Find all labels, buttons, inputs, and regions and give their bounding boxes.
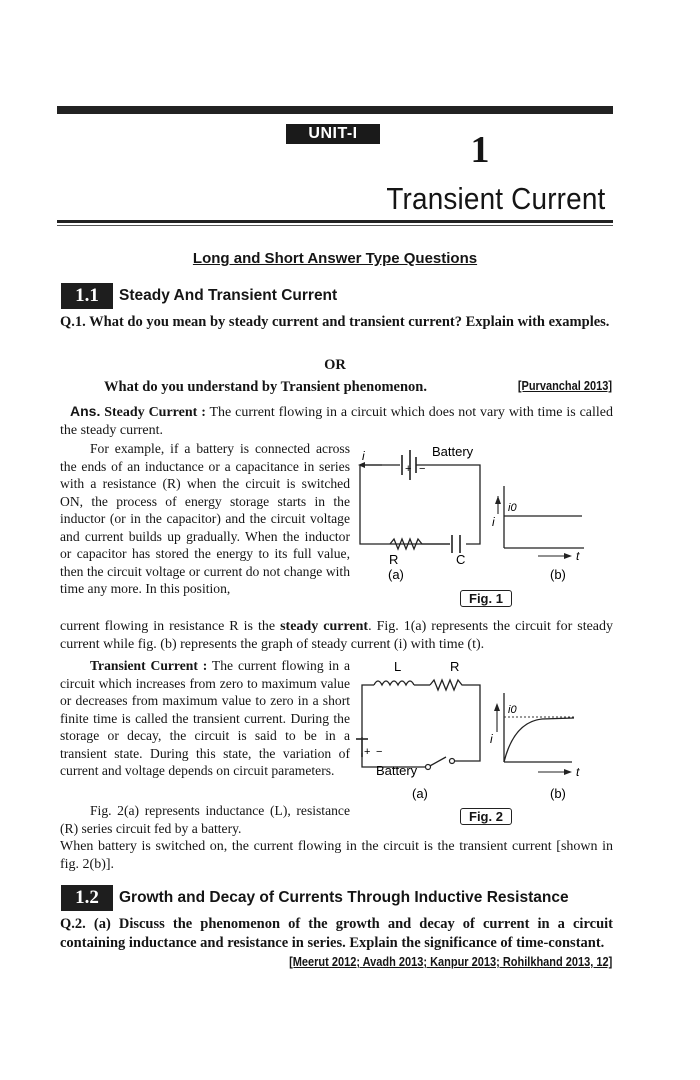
header-rule-thin xyxy=(57,225,613,226)
header-rule xyxy=(57,220,613,223)
section-number-box-2: 1.2 xyxy=(61,885,113,911)
fig1-graph-i: i xyxy=(492,515,495,529)
fig1-c-label: C xyxy=(456,552,466,567)
figure-2 xyxy=(352,657,617,807)
or-label: OR xyxy=(324,357,346,373)
steady-label: Steady Current : xyxy=(104,405,206,420)
section-title-2: Growth and Decay of Currents Through Inductive Resistance xyxy=(119,889,569,906)
steady-definition: The current flowing in a circuit which does not vary with time is called the steady current. xyxy=(60,405,614,438)
fig2-description: Fig. 2(a) represents inductance (L), resistance (R) series circuit fed by a battery. xyxy=(60,803,350,836)
fig2-plus: + xyxy=(364,746,371,758)
fig1-b-label: (b) xyxy=(550,567,566,582)
steady-continuation xyxy=(60,618,613,653)
transient-label: Transient Current : xyxy=(90,658,208,673)
chapter-title: Transient Current xyxy=(385,181,605,216)
fig2-battery-label: Battery xyxy=(376,763,418,778)
steady-cont-bold: steady current xyxy=(280,619,369,634)
transient-paragraph xyxy=(60,657,350,780)
fig1-i0: i0 xyxy=(508,502,517,514)
figure-1 xyxy=(352,438,617,613)
fig1-battery-label: Battery xyxy=(432,444,474,459)
citation-1: [Purvanchal 2013] xyxy=(517,379,612,393)
question-2: Q.2. (a) Discuss the phenomenon of the growth and decay of current in a circuit containing inductance and resistance in series. Explain the significance of time-constant. xyxy=(60,916,613,951)
fig2-r-label: R xyxy=(450,659,460,674)
question-1: Q.1. What do you mean by steady current and transient current? Explain with examples. xyxy=(60,314,610,330)
questions-heading: Long and Short Answer Type Questions xyxy=(192,250,478,267)
example-paragraph: For example, if a battery is connected across the ends of an inductance or a capacitance in series with a resistance (R) when the circuit is switched ON, the process of energy storage starts in the inductor (or in the capacitor) and the circuit voltage and current builds up gradually. When the inductor or capacitor has stored the energy to its full value, then the circuit voltage or current do not change with time any more. In this position, xyxy=(60,441,350,596)
answer-prefix: Ans. xyxy=(70,403,101,419)
citation-2: [Meerut 2012; Avadh 2013; Kanpur 2013; Rohilkhand 2013, 12] xyxy=(288,955,612,969)
fig1-r-label: R xyxy=(389,552,399,567)
fig-2-label: Fig. 2 xyxy=(460,808,512,825)
fig2-t: t xyxy=(576,765,580,779)
section-title: Steady And Transient Current xyxy=(119,287,338,304)
fig1-minus: − xyxy=(419,463,426,475)
chapter-number: 1 xyxy=(470,129,490,171)
unit-badge: UNIT-I xyxy=(286,124,380,144)
fig-1-label: Fig. 1 xyxy=(460,590,512,607)
fig2-a-label: (a) xyxy=(412,786,428,801)
fig2-l-label: L xyxy=(394,659,402,674)
fig2-graph-i: i xyxy=(490,732,493,746)
section-number-box: 1.1 xyxy=(61,283,113,309)
top-rule xyxy=(57,106,613,114)
fig1-plus: + xyxy=(405,463,412,475)
question-1-alt: What do you understand by Transient phenomenon. xyxy=(104,379,427,395)
fig2-b-label: (b) xyxy=(550,786,566,801)
fig2-minus: − xyxy=(376,746,383,758)
steady-cont-text-2: . Fig. 1(a) represents the circuit for steady current while fig. (b) represents the graph of steady current (i) with time (t). xyxy=(60,619,614,652)
fig2-continuation: When battery is switched on, the current flowing in the circuit is the transient current [shown in fig. 2(b)]. xyxy=(60,839,613,872)
fig1-i-label: i xyxy=(362,449,365,463)
fig1-a-label: (a) xyxy=(388,567,404,582)
fig2-i0: i0 xyxy=(508,704,517,716)
fig1-t: t xyxy=(576,549,580,563)
answer-steady-definition xyxy=(60,403,613,439)
steady-cont-text: current flowing in resistance R is the xyxy=(60,619,276,634)
transient-definition: The current flowing in a circuit which increases from zero to maximum value or decreases from maximum value to zero in a short finite time is called the transient current. During the storage or decay, the circuit is said to be in a transient state. During this state, the variation of current and voltage depends on circuit parameters. xyxy=(60,658,351,778)
